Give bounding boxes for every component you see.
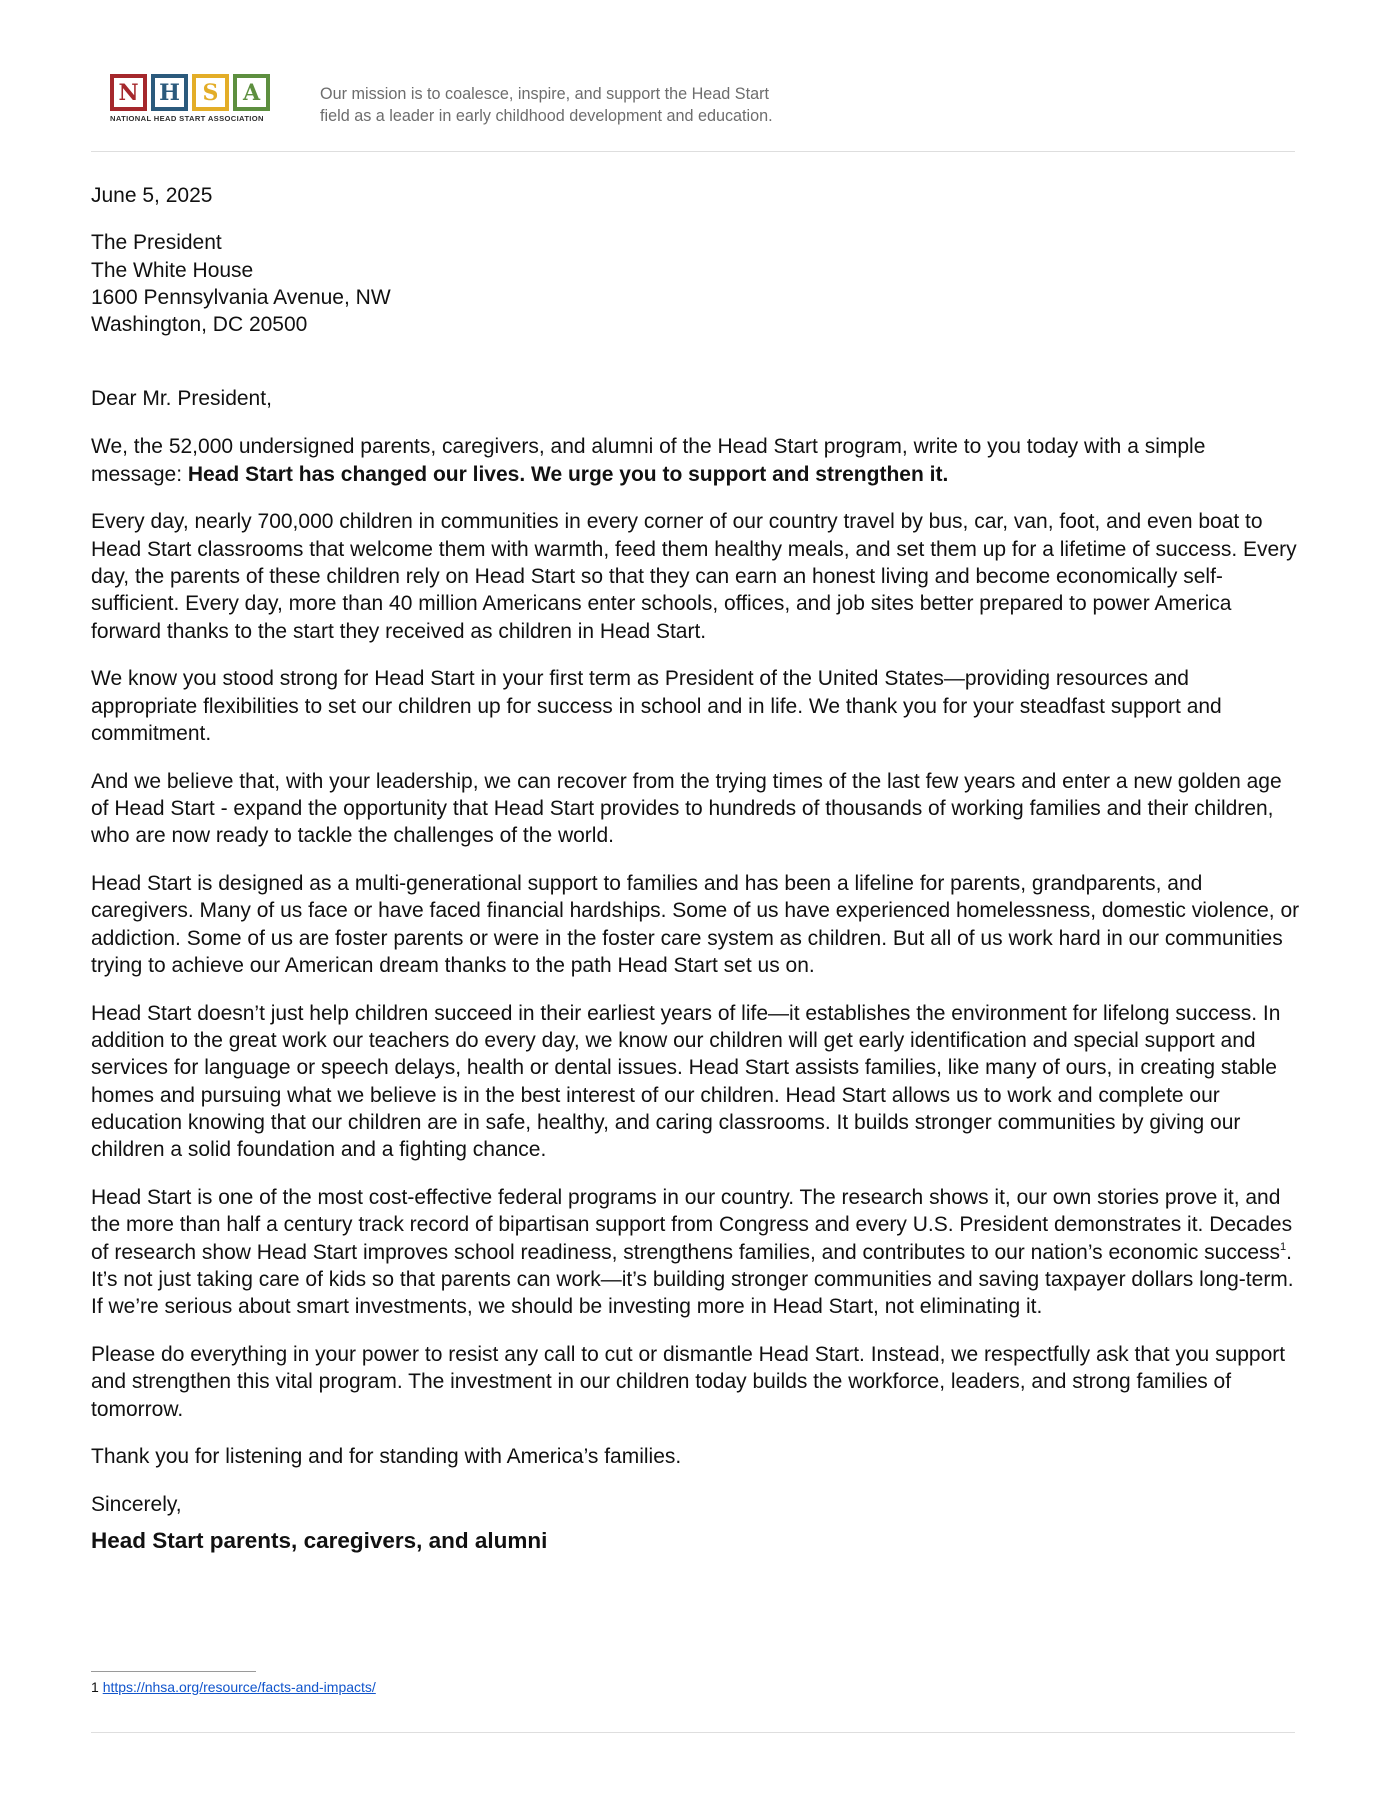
logo-wordmark: NATIONAL HEAD START ASSOCIATION: [110, 114, 264, 123]
address-line: Washington, DC 20500: [91, 313, 308, 337]
mission-statement: [320, 83, 880, 127]
paragraph-3: We know you stood strong for Head Start in your first term as President of the United States—providing resources and appropriate flexibilities to set our children up for success in school and in life. We thank you for your steadfast support and commitment.: [91, 667, 1222, 745]
logo-block-n: N: [110, 74, 147, 111]
address-line: The White House: [91, 258, 254, 282]
letter-body: [91, 182, 1301, 1574]
paragraph-1-emphasis: Head Start has changed our lives. We urge you to support and strengthen it.: [187, 462, 949, 486]
footnote-divider: [91, 1671, 256, 1672]
paragraph-4: And we believe that, with your leadership, we can recover from the trying times of the last few years and enter a new golden age of Head Start - expand the opportunity that Head Start provides to hundreds of thousands of working families and their children, who are now ready to tackle the challenges of the world.: [91, 769, 1282, 848]
footnote-link[interactable]: https://nhsa.org/resource/facts-and-impacts/: [102, 1679, 376, 1695]
footnote: [91, 1678, 376, 1696]
paragraph-9: Thank you for listening and for standing with America’s families.: [91, 1445, 682, 1469]
letterhead: [110, 74, 1295, 128]
address-line: 1600 Pennsylvania Avenue, NW: [91, 285, 391, 309]
footer-divider: [91, 1732, 1295, 1733]
footnote-number: 1: [91, 1679, 99, 1695]
paragraph-8: Please do everything in your power to resist any call to cut or dismantle Head Start. Instead, we respectfully ask that you support and strengthen this vital program. The investment in our children today builds the workforce, leaders, and strong families of tomorrow.: [91, 1343, 1286, 1421]
closing: Sincerely,: [91, 1493, 182, 1517]
paragraph-5: Head Start is designed as a multi-generational support to families and has been a lifeline for parents, grandparents, and caregivers. Many of us face or have faced financial hardships. Some of us have experienced homelessness, domestic violence, or addiction. Some of us are foster parents or were in the foster care system as children. But all of us work hard in our communities trying to achieve our American dream thanks to the path Head Start set us on.: [91, 872, 1300, 978]
header-divider: [91, 151, 1295, 152]
letter-date: June 5, 2025: [91, 184, 213, 207]
logo-blocks: [110, 74, 295, 111]
salutation: Dear Mr. President,: [91, 387, 272, 411]
paragraph-6: Head Start doesn’t just help children succeed in their earliest years of life—it establishes the environment for lifelong success. In addition to the great work our teachers do every day, we know our children will get early identification and special support and services for language or speech delays, health or dental issues. Head Start assists families, like many of ours, in creating stable homes and pursuing what we believe is in the best interest of our children. Head Start allows us to work and complete our education knowing that our children are in safe, healthy, and caring classrooms. It builds stronger communities by giving our children a solid foundation and a fighting chance.: [91, 1001, 1281, 1162]
signature: Head Start parents, caregivers, and alumni: [91, 1527, 548, 1553]
address-line: The President: [91, 231, 222, 255]
logo-block-s: S: [192, 74, 229, 111]
mission-line: Our mission is to coalesce, inspire, and support the Head Start: [320, 85, 769, 103]
footnote-reference[interactable]: 1: [1280, 1240, 1287, 1253]
mission-line: field as a leader in early childhood development and education.: [320, 107, 773, 125]
paragraph-2: Every day, nearly 700,000 children in communities in every corner of our country travel by bus, car, van, foot, and even boat to Head Start classrooms that welcome them with warmth, feed them healthy meals, and set them up for a lifetime of success. Every day, the parents of these children rely on Head Start so that they can earn an honest living and become economically self-sufficient. Every day, more than 40 million Americans enter schools, offices, and job sites better prepared to power America forward thanks to the start they received as children in Head Start.: [91, 510, 1297, 643]
paragraph-7: [91, 1184, 1301, 1320]
paragraph-7-text-a: Head Start is one of the most cost-effective federal programs in our country. The research shows it, our own stories prove it, and the more than half a century track record of bipartisan support from Congress and every U.S. President demonstrates it. Decades of research show Head Start improves school readiness, strengthens families, and contributes to our nation’s economic success: [91, 1186, 1293, 1264]
paragraph-7-text-b: . It’s not just taking care of kids so that parents can work—it’s building stronger communities and saving taxpayer dollars long-term. If we’re serious about smart investments, we should be investing more in Head Start, not eliminating it.: [91, 1240, 1294, 1319]
paragraph-1-text: We, the 52,000 undersigned parents, caregivers, and alumni of the Head Start program, write to you today with a simple message:: [91, 435, 1206, 486]
logo-block-h: H: [151, 74, 188, 111]
paragraph-1: [91, 433, 1301, 488]
recipient-address: [91, 229, 1301, 338]
logo-block-a: A: [233, 74, 270, 111]
nhsa-logo: [110, 74, 295, 128]
